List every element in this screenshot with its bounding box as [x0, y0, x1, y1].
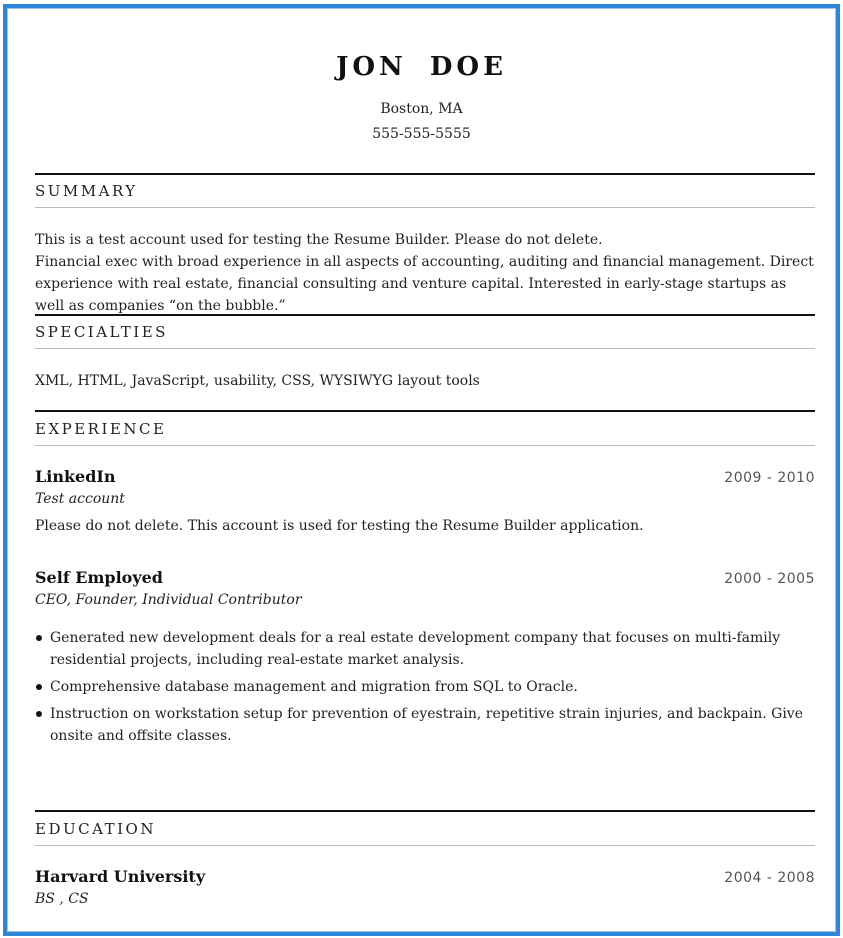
specialties-top-rule [35, 314, 815, 316]
candidate-name: JON DOE [336, 52, 507, 82]
education-top-rule [35, 810, 815, 812]
specialties-text: XML, HTML, JavaScript, usability, CSS, WYSIWYG layout tools [35, 373, 480, 389]
experience-heading: EXPERIENCE [35, 420, 167, 438]
summary-line-1: This is a test account used for testing the Resume Builder. Please do not delete. [35, 232, 603, 248]
experience-top-rule [35, 410, 815, 412]
education-heading: EDUCATION [35, 820, 156, 838]
summary-line-2: Financial exec with broad experience in all aspects of accounting, auditing and financial management. Direct experience with real estate, financial consulting and venture capital. Interested in early-stage startups as well as companies “on the bubble.” [35, 254, 814, 314]
job-role: Test account [35, 491, 125, 507]
school-name: Harvard University [35, 867, 206, 886]
job-role: CEO, Founder, Individual Contributor [35, 592, 302, 608]
summary-top-rule [35, 173, 815, 175]
job-bullet: Generated new development deals for a real estate development company that focuses on multi-family residential projects, including real-estate market analysis. [35, 627, 825, 671]
job-bullet: Comprehensive database management and migration from SQL to Oracle. [35, 676, 825, 698]
education-divider [35, 845, 815, 846]
job-bullet: Instruction on workstation setup for prevention of eyestrain, repetitive strain injuries, and backpain. Give onsite and offsite classes. [35, 703, 825, 747]
school-degree: BS , CS [35, 891, 89, 907]
job-dates: 2009 - 2010 [724, 470, 815, 486]
specialties-divider [35, 348, 815, 349]
candidate-location: Boston, MA [380, 101, 463, 117]
job-description: Please do not delete. This account is used for testing the Resume Builder application. [35, 518, 644, 534]
job-bullet-list [35, 627, 825, 752]
summary-divider [35, 207, 815, 208]
candidate-phone: 555-555-5555 [372, 126, 471, 142]
job-dates: 2000 - 2005 [724, 571, 815, 587]
job-company: Self Employed [35, 568, 163, 587]
job-company: LinkedIn [35, 467, 116, 486]
summary-heading: SUMMARY [35, 182, 138, 200]
school-dates: 2004 - 2008 [724, 870, 815, 886]
specialties-heading: SPECIALTIES [35, 323, 168, 341]
summary-text [35, 229, 815, 317]
experience-divider [35, 445, 815, 446]
